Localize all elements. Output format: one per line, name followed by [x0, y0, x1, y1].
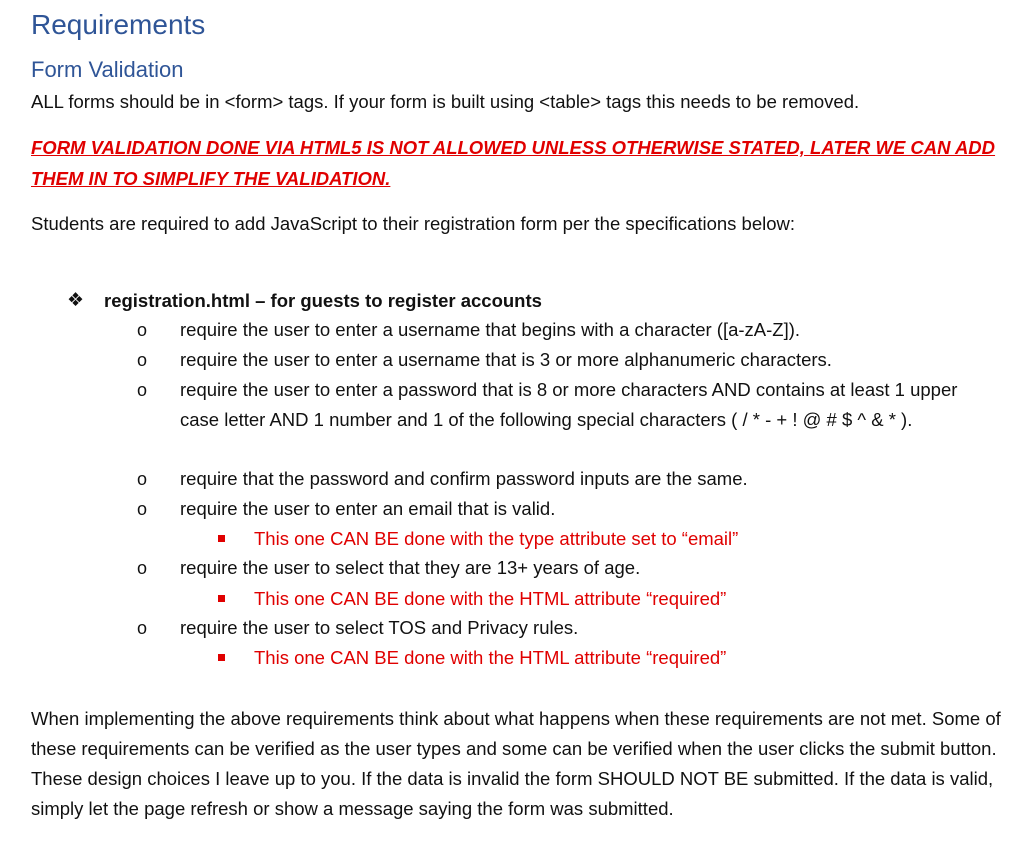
- circle-bullet-icon: o: [137, 558, 148, 578]
- implementation-paragraph: When implementing the above requirements think about what happens when these requirements are not met. Some of these requirements can be verified as the user types and some can be verified when the user clicks the submit button. These design choices I leave up to you. If the data is invalid the form SHOULD NOT BE submitted. If the data is valid, simply let the page refresh or show a message saying the form was submitted.: [31, 708, 1001, 819]
- circle-bullet-icon: o: [137, 499, 148, 519]
- requirement-text: require the user to enter a password that is 8 or more characters AND contains at least 1 upper case letter AND 1 number and 1 of the following special characters ( / * - + ! @ # $ ^ & * ).: [180, 379, 958, 430]
- intro-paragraph: ALL forms should be in <form> tags. If your form is built using <table> tags this needs to be removed.: [31, 91, 860, 112]
- requirement-text: require the user to enter a username that is 3 or more alphanumeric characters.: [180, 349, 832, 370]
- red-note-item: [218, 524, 978, 554]
- red-note-item: [218, 584, 978, 614]
- requirement-text: require that the password and confirm password inputs are the same.: [180, 468, 748, 489]
- red-note-text: This one CAN BE done with the HTML attribute “required”: [254, 647, 727, 668]
- circle-bullet-icon: o: [137, 380, 148, 400]
- circle-bullet-icon: o: [137, 320, 148, 340]
- red-note-text: This one CAN BE done with the type attribute set to “email”: [254, 528, 739, 549]
- students-paragraph: Students are required to add JavaScript to their registration form per the specifications below:: [31, 213, 796, 234]
- requirement-text: require the user to enter a username that begins with a character ([a-zA-Z]).: [180, 319, 801, 340]
- page-title: Requirements: [31, 9, 206, 40]
- circle-bullet-icon: o: [137, 350, 148, 370]
- section-heading: Form Validation: [31, 57, 184, 82]
- red-note-item: [218, 643, 978, 673]
- diamond-bullet-icon: ❖: [67, 290, 85, 311]
- circle-bullet-icon: o: [137, 469, 148, 489]
- red-note-text: This one CAN BE done with the HTML attribute “required”: [254, 588, 727, 609]
- square-bullet-icon: [218, 535, 225, 542]
- warning-paragraph: FORM VALIDATION DONE VIA HTML5 IS NOT ALLOWED UNLESS OTHERWISE STATED, LATER WE CAN ADD THEM IN TO SIMPLIFY THE VALIDATION.: [31, 137, 996, 189]
- requirement-text: require the user to select TOS and Privacy rules.: [180, 617, 579, 638]
- registration-section-heading: [67, 287, 767, 317]
- requirement-text: require the user to enter an email that is valid.: [180, 498, 556, 519]
- registration-section-title: registration.html – for guests to register accounts: [104, 290, 542, 311]
- square-bullet-icon: [218, 654, 225, 661]
- requirement-text: require the user to select that they are 13+ years of age.: [180, 557, 641, 578]
- square-bullet-icon: [218, 595, 225, 602]
- circle-bullet-icon: o: [137, 618, 148, 638]
